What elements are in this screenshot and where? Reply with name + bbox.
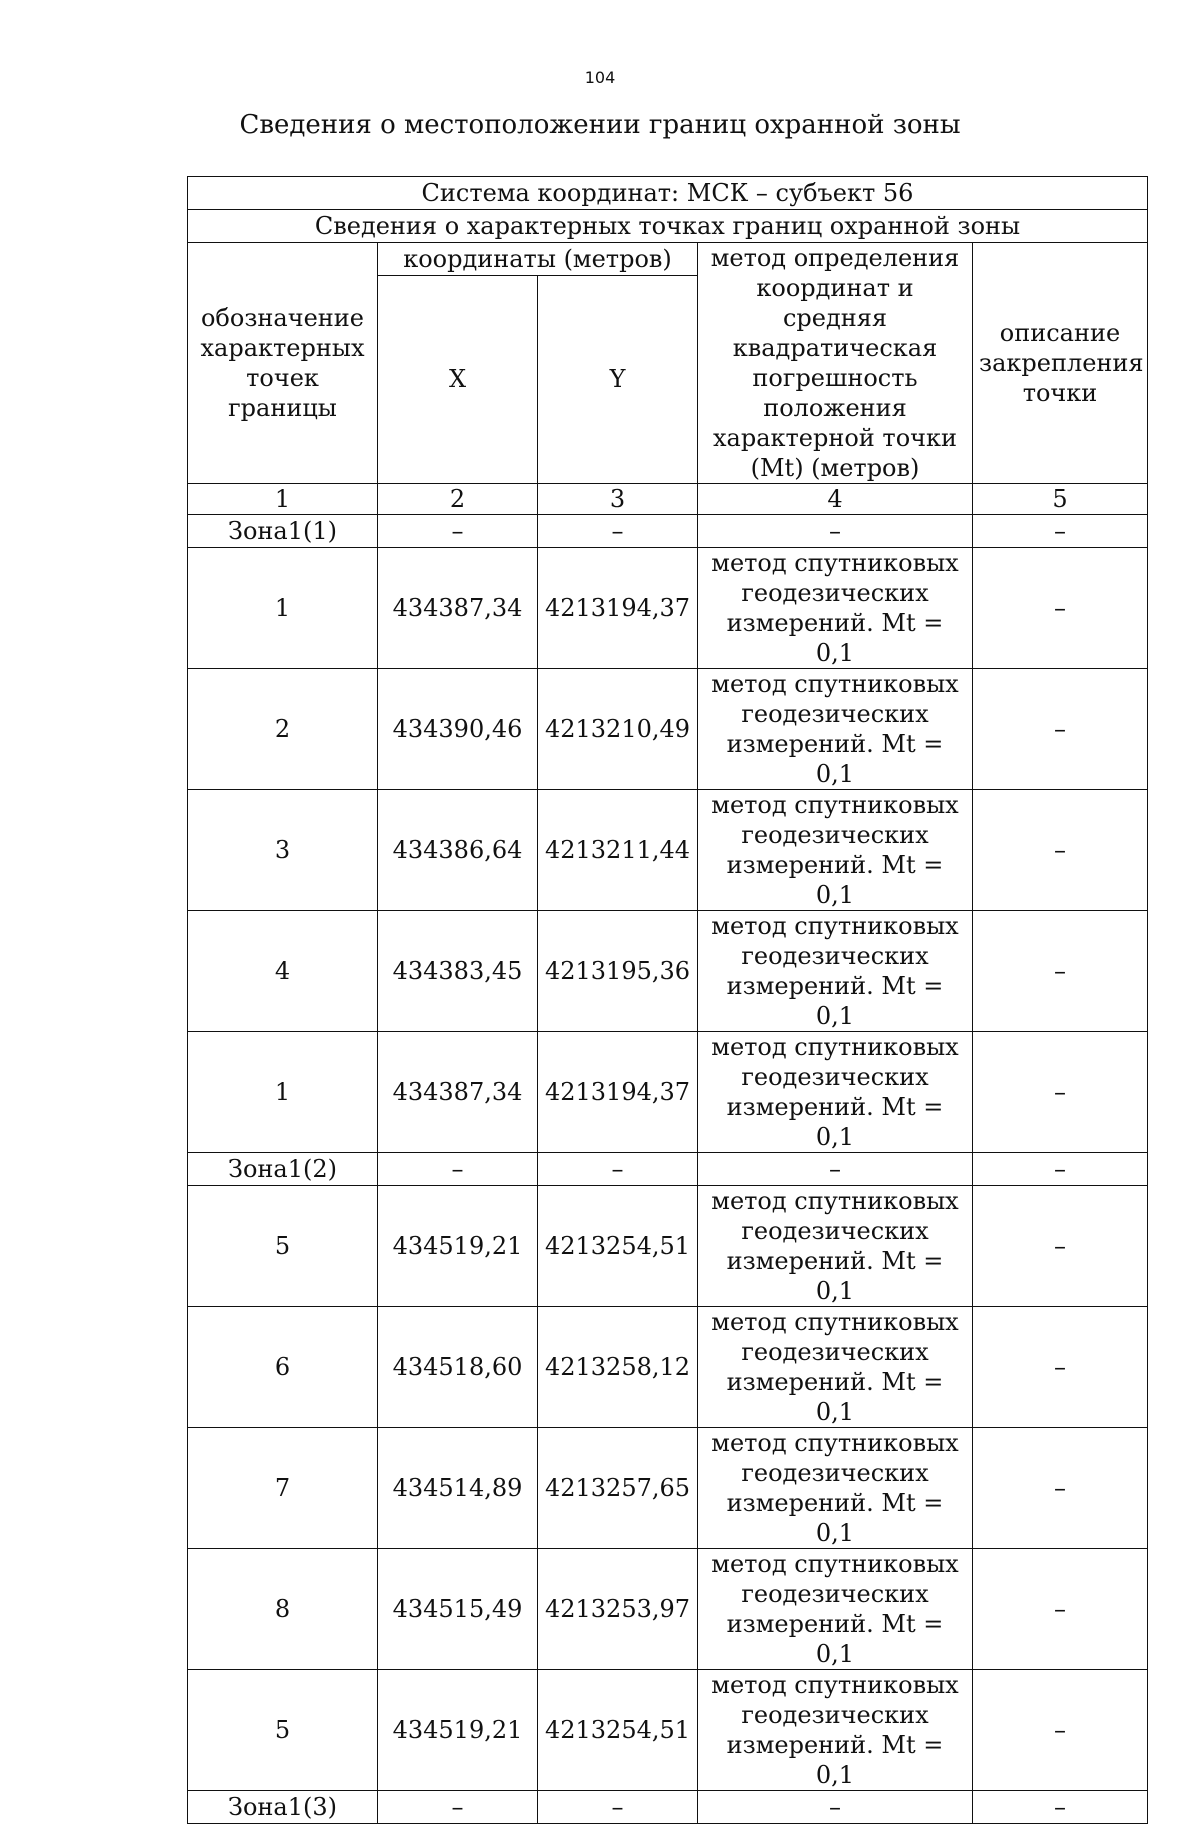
x-coordinate-cell: – [378,1791,538,1824]
description-cell: – [973,790,1148,911]
point-name-cell: 1 [188,1032,378,1153]
x-coordinate-cell: 434519,21 [378,1186,538,1307]
y-coordinate-cell: – [538,1791,698,1824]
header-designation: обозначение характерных точек границы [188,243,378,484]
description-cell: – [973,1549,1148,1670]
method-cell: метод спутниковых геодезических измерений. Mt = 0,1 [698,1032,973,1153]
description-cell: – [973,1791,1148,1824]
description-cell: – [973,1186,1148,1307]
table-row [188,1428,1148,1549]
point-name-cell: Зона1(3) [188,1791,378,1824]
column-numbers-row [188,484,1148,515]
method-cell: метод спутниковых геодезических измерений. Mt = 0,1 [698,1428,973,1549]
column-number: 1 [188,484,378,515]
description-cell: – [973,1032,1148,1153]
description-cell: – [973,1153,1148,1186]
y-coordinate-cell: 4213194,37 [538,548,698,669]
section-title-cell: Сведения о характерных точках границ охранной зоны [188,210,1148,243]
header-coordinates: координаты (метров) [378,243,698,276]
x-coordinate-cell: 434514,89 [378,1428,538,1549]
table-row [188,1307,1148,1428]
description-cell: – [973,1307,1148,1428]
header-x: X [378,275,538,483]
method-cell: метод спутниковых геодезических измерений. Mt = 0,1 [698,1549,973,1670]
coordinates-table [187,176,1148,1824]
x-coordinate-cell: – [378,515,538,548]
coord-system-cell: Система координат: МСК – субъект 56 [188,177,1148,210]
zone-row [188,1153,1148,1186]
method-cell: метод спутниковых геодезических измерений. Mt = 0,1 [698,911,973,1032]
header-method: метод определения координат и средняя квадратическая погрешность положения характерной точки (Mt) (метров) [698,243,973,484]
y-coordinate-cell: 4213194,37 [538,1032,698,1153]
method-cell: метод спутниковых геодезических измерений. Mt = 0,1 [698,548,973,669]
table-row [188,1032,1148,1153]
description-cell: – [973,1670,1148,1791]
x-coordinate-cell: 434386,64 [378,790,538,911]
page-number: 104 [584,68,616,87]
description-cell: – [973,1428,1148,1549]
method-cell: – [698,1791,973,1824]
description-cell: – [973,669,1148,790]
header-description: описание закрепления точки [973,243,1148,484]
table-row [188,911,1148,1032]
table-row [188,1670,1148,1791]
method-cell: метод спутниковых геодезических измерений. Mt = 0,1 [698,1670,973,1791]
y-coordinate-cell: 4213254,51 [538,1186,698,1307]
x-coordinate-cell: 434383,45 [378,911,538,1032]
description-cell: – [973,911,1148,1032]
point-name-cell: Зона1(1) [188,515,378,548]
y-coordinate-cell: 4213211,44 [538,790,698,911]
table-row [188,1549,1148,1670]
point-name-cell: 2 [188,669,378,790]
x-coordinate-cell: 434518,60 [378,1307,538,1428]
column-number: 3 [538,484,698,515]
column-number: 4 [698,484,973,515]
point-name-cell: Зона1(2) [188,1153,378,1186]
coord-system-row [188,177,1148,210]
y-coordinate-cell: – [538,1153,698,1186]
zone-row [188,515,1148,548]
point-name-cell: 7 [188,1428,378,1549]
table-row [188,669,1148,790]
method-cell: метод спутниковых геодезических измерений. Mt = 0,1 [698,669,973,790]
y-coordinate-cell: 4213258,12 [538,1307,698,1428]
description-cell: – [973,548,1148,669]
method-cell: метод спутниковых геодезических измерений. Mt = 0,1 [698,1307,973,1428]
y-coordinate-cell: 4213195,36 [538,911,698,1032]
zone-row [188,1791,1148,1824]
y-coordinate-cell: 4213257,65 [538,1428,698,1549]
header-y: Y [538,275,698,483]
table-row [188,790,1148,911]
point-name-cell: 5 [188,1670,378,1791]
x-coordinate-cell: 434387,34 [378,1032,538,1153]
y-coordinate-cell: 4213210,49 [538,669,698,790]
column-number: 5 [973,484,1148,515]
section-title-row [188,210,1148,243]
y-coordinate-cell: 4213254,51 [538,1670,698,1791]
y-coordinate-cell: – [538,515,698,548]
x-coordinate-cell: – [378,1153,538,1186]
x-coordinate-cell: 434519,21 [378,1670,538,1791]
point-name-cell: 4 [188,911,378,1032]
method-cell: – [698,515,973,548]
column-number: 2 [378,484,538,515]
description-cell: – [973,515,1148,548]
method-cell: – [698,1153,973,1186]
point-name-cell: 8 [188,1549,378,1670]
table-row [188,548,1148,669]
method-cell: метод спутниковых геодезических измерений. Mt = 0,1 [698,790,973,911]
x-coordinate-cell: 434515,49 [378,1549,538,1670]
point-name-cell: 6 [188,1307,378,1428]
header-row [188,243,1148,276]
point-name-cell: 5 [188,1186,378,1307]
table-row [188,1186,1148,1307]
point-name-cell: 3 [188,790,378,911]
method-cell: метод спутниковых геодезических измерений. Mt = 0,1 [698,1186,973,1307]
x-coordinate-cell: 434387,34 [378,548,538,669]
y-coordinate-cell: 4213253,97 [538,1549,698,1670]
page-title: Сведения о местоположении границ охранной зоны [239,110,961,140]
x-coordinate-cell: 434390,46 [378,669,538,790]
point-name-cell: 1 [188,548,378,669]
